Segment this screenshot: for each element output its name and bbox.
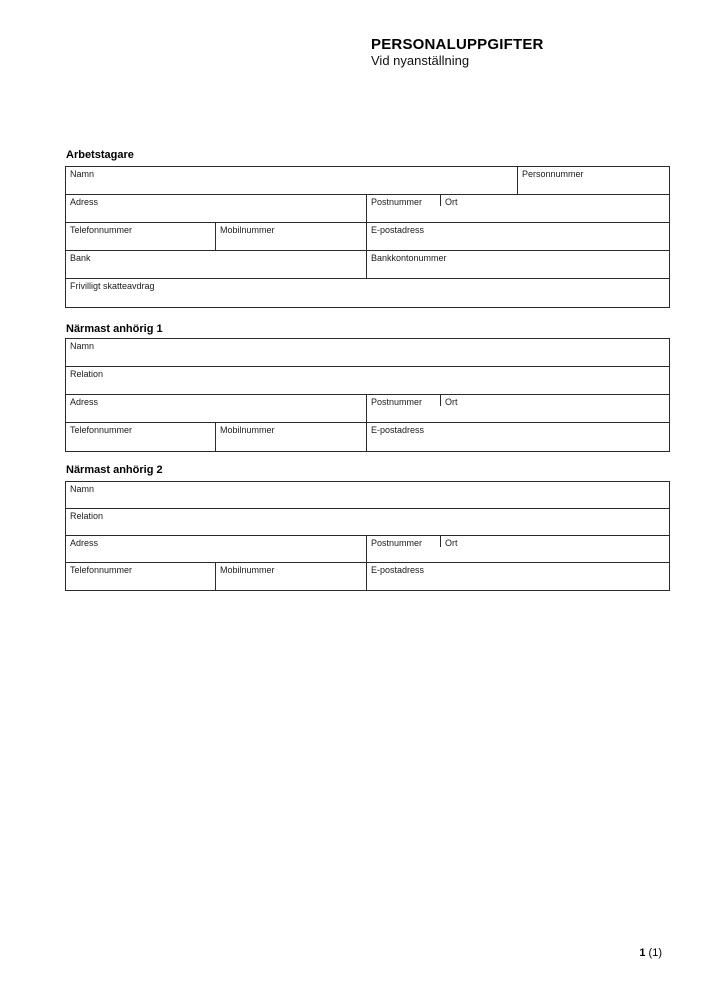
table-row <box>66 223 669 251</box>
field-label: E-postadress <box>371 425 425 435</box>
field-arbetstagare-personnummer[interactable] <box>518 167 669 194</box>
field-label: Personnummer <box>522 169 584 179</box>
field-arbetstagare-ort[interactable] <box>441 195 669 222</box>
field-anhorig-1-mobilnummer[interactable] <box>216 423 367 451</box>
table-row <box>66 536 669 563</box>
field-anhorig-1-postnummer[interactable] <box>367 395 441 422</box>
table-row <box>66 195 669 223</box>
field-label: E-postadress <box>371 565 425 575</box>
document-title: PERSONALUPPGIFTER <box>371 36 544 53</box>
field-label: Ort <box>445 397 458 407</box>
field-arbetstagare-namn[interactable] <box>66 167 518 194</box>
field-label: Postnummer <box>371 397 423 407</box>
field-arbetstagare-postnummer[interactable] <box>367 195 441 222</box>
field-label: E-postadress <box>371 225 425 235</box>
table-row <box>66 395 669 423</box>
field-label: Mobilnummer <box>220 565 275 575</box>
table-row <box>66 167 669 195</box>
page-number <box>639 947 662 959</box>
table-row <box>66 563 669 590</box>
field-label: Adress <box>70 397 99 407</box>
field-label: Telefonnummer <box>70 425 133 435</box>
field-arbetstagare-frivilligt-skatteavdrag[interactable] <box>66 279 669 307</box>
field-arbetstagare-epostadress[interactable] <box>367 223 669 250</box>
field-label: Frivilligt skatteavdrag <box>70 281 155 291</box>
field-anhorig-1-adress[interactable] <box>66 395 367 422</box>
field-arbetstagare-adress[interactable] <box>66 195 367 222</box>
field-label: Relation <box>70 369 104 379</box>
field-label: Namn <box>70 341 95 351</box>
table-row <box>66 482 669 509</box>
field-label: Adress <box>70 197 99 207</box>
document-header <box>371 37 544 69</box>
field-label: Ort <box>445 197 458 207</box>
page-number-current: 1 <box>639 947 646 959</box>
field-anhorig-2-epostadress[interactable] <box>367 563 669 590</box>
field-arbetstagare-bank[interactable] <box>66 251 367 278</box>
field-label: Adress <box>70 538 99 548</box>
table-row <box>66 423 669 451</box>
field-label: Postnummer <box>371 197 423 207</box>
document-subtitle: Vid nyanställning <box>371 53 470 68</box>
field-anhorig-2-mobilnummer[interactable] <box>216 563 367 590</box>
section-heading-anhorig-1: Närmast anhörig 1 <box>66 323 163 335</box>
field-anhorig-2-adress[interactable] <box>66 536 367 562</box>
field-anhorig-2-relation[interactable] <box>66 509 669 535</box>
table-row <box>66 367 669 395</box>
table-row <box>66 279 669 307</box>
field-label: Mobilnummer <box>220 425 275 435</box>
field-anhorig-2-postnummer[interactable] <box>367 536 441 562</box>
field-label: Namn <box>70 169 95 179</box>
field-label: Postnummer <box>371 538 423 548</box>
field-arbetstagare-bankkontonummer[interactable] <box>367 251 669 278</box>
field-label: Telefonnummer <box>70 565 133 575</box>
field-anhorig-1-epostadress[interactable] <box>367 423 669 451</box>
field-anhorig-1-ort[interactable] <box>441 395 669 422</box>
field-anhorig-2-ort[interactable] <box>441 536 669 562</box>
field-label: Mobilnummer <box>220 225 275 235</box>
page-number-total: (1) <box>645 947 662 959</box>
field-anhorig-1-telefonnummer[interactable] <box>66 423 216 451</box>
field-label: Ort <box>445 538 458 548</box>
table-row <box>66 251 669 279</box>
field-arbetstagare-telefonnummer[interactable] <box>66 223 216 250</box>
field-anhorig-1-relation[interactable] <box>66 367 669 394</box>
field-label: Telefonnummer <box>70 225 133 235</box>
field-label: Namn <box>70 484 95 494</box>
field-label: Bankkontonummer <box>371 253 447 263</box>
section-heading-anhorig-2: Närmast anhörig 2 <box>66 464 163 476</box>
field-label: Bank <box>70 253 91 263</box>
field-label: Relation <box>70 511 104 521</box>
table-row <box>66 509 669 536</box>
table-arbetstagare <box>65 166 670 308</box>
table-anhorig-2 <box>65 481 670 591</box>
field-anhorig-2-namn[interactable] <box>66 482 669 508</box>
section-heading-arbetstagare: Arbetstagare <box>66 149 134 161</box>
table-row <box>66 339 669 367</box>
field-anhorig-1-namn[interactable] <box>66 339 669 366</box>
field-anhorig-2-telefonnummer[interactable] <box>66 563 216 590</box>
field-arbetstagare-mobilnummer[interactable] <box>216 223 367 250</box>
table-anhorig-1 <box>65 338 670 452</box>
